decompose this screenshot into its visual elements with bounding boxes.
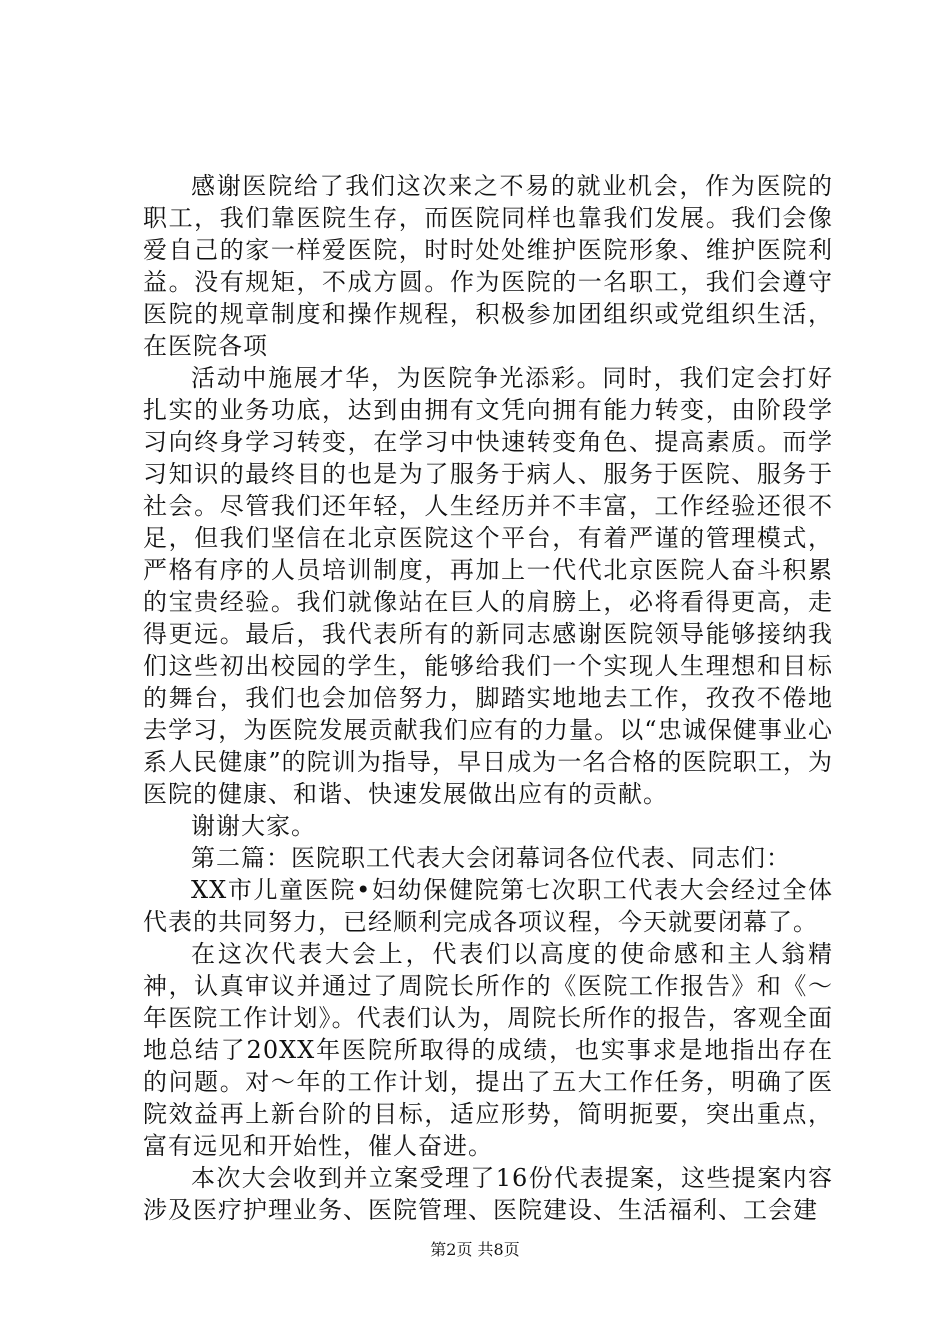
paragraph: 感谢医院给了我们这次来之不易的就业机会，作为医院的职工，我们靠医院生存，而医院同样也靠我们发展。我们会像爱自己的家一样爱医院，时时处处维护医院形象、维护医院利益。没有规矩，不成方圆。作为医院的一名职工，我们会遵守医院的规章制度和操作规程，积极参加团组织或党组织生活，在医院各项 [143, 172, 833, 360]
paragraph: 谢谢大家。 [191, 812, 316, 840]
paragraph: XX市儿童医院•妇幼保健院第七次职工代表大会经过全体代表的共同努力，已经顺利完成各项议程，今天就要闭幕了。 [143, 876, 833, 936]
paragraph: 本次大会收到并立案受理了16份代表提案，这些提案内容涉及医疗护理业务、医院管理、医院建设、生活福利、工会建 [143, 1164, 833, 1224]
document-body [143, 170, 833, 1226]
page-number-footer: 第2页 共8页 [430, 1240, 520, 1259]
section-heading: 第二篇：医院职工代表大会闭幕词各位代表、同志们： [191, 844, 791, 872]
paragraph: 活动中施展才华，为医院争光添彩。同时，我们定会打好扎实的业务功底，达到由拥有文凭向拥有能力转变，由阶段学习向终身学习转变，在学习中快速转变角色、提高素质。而学习知识的最终目的也是为了服务于病人、服务于医院、服务于社会。尽管我们还年轻，人生经历并不丰富，工作经验还很不足，但我们坚信在北京医院这个平台，有着严谨的管理模式，严格有序的人员培训制度，再加上一代代北京医院人奋斗积累的宝贵经验。我们就像站在巨人的肩膀上，必将看得更高，走得更远。最后，我代表所有的新同志感谢医院领导能够接纳我们这些初出校园的学生，能够给我们一个实现人生理想和目标的舞台，我们也会加倍努力，脚踏实地地去工作，孜孜不倦地去学习，为医院发展贡献我们应有的力量。以“忠诚保健事业心系人民健康”的院训为指导，早日成为一名合格的医院职工，为医院的健康、和谐、快速发展做出应有的贡献。 [143, 364, 833, 808]
paragraph: 在这次代表大会上，代表们以高度的使命感和主人翁精神，认真审议并通过了周院长所作的《医院工作报告》和《～年医院工作计划》。代表们认为，周院长所作的报告，客观全面地总结了20XX年医院所取得的成绩，也实事求是地指出存在的问题。对～年的工作计划，提出了五大工作任务，明确了医院效益再上新台阶的目标，适应形势，简明扼要，突出重点，富有远见和开始性，催人奋进。 [143, 940, 833, 1160]
